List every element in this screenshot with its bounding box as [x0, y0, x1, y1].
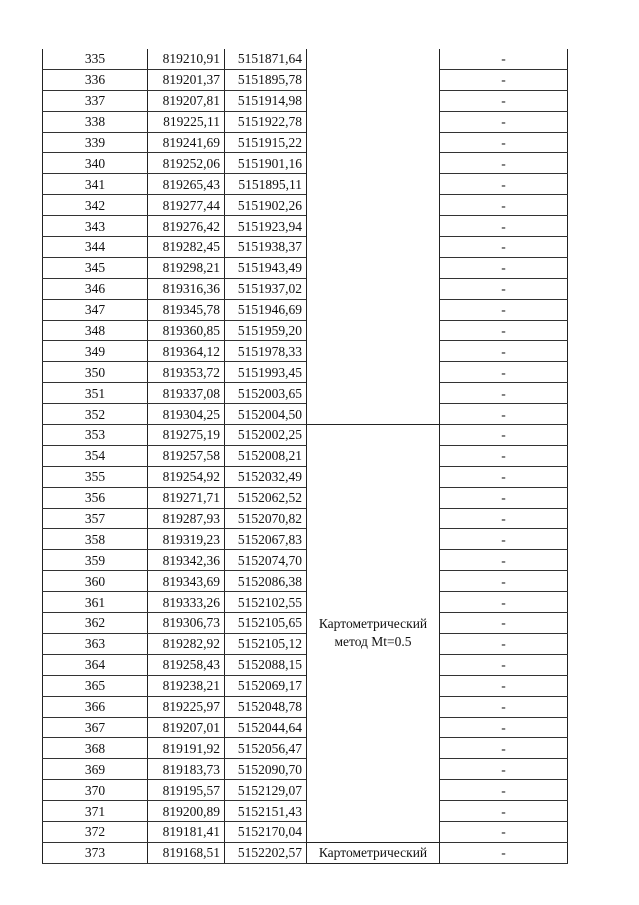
cell-x: 819258,43 — [148, 654, 225, 675]
cell-num: 342 — [43, 195, 148, 216]
cell-x: 819183,73 — [148, 759, 225, 780]
cell-num: 348 — [43, 320, 148, 341]
cell-y: 5151895,78 — [225, 69, 307, 90]
cell-y: 5151946,69 — [225, 299, 307, 320]
cell-num: 358 — [43, 529, 148, 550]
table-row — [43, 362, 568, 383]
table-row — [43, 508, 568, 529]
cell-note: - — [440, 445, 568, 466]
cell-y: 5152002,25 — [225, 425, 307, 446]
coordinates-table — [42, 49, 568, 864]
cell-x: 819207,81 — [148, 90, 225, 111]
cell-x: 819238,21 — [148, 675, 225, 696]
table-row — [43, 404, 568, 425]
cell-num: 340 — [43, 153, 148, 174]
table-row — [43, 69, 568, 90]
cell-note: - — [440, 592, 568, 613]
cell-y: 5152032,49 — [225, 466, 307, 487]
table-row — [43, 90, 568, 111]
cell-x: 819298,21 — [148, 257, 225, 278]
table-row — [43, 529, 568, 550]
cell-num: 360 — [43, 571, 148, 592]
cell-num: 356 — [43, 487, 148, 508]
table-row — [43, 299, 568, 320]
cell-x: 819345,78 — [148, 299, 225, 320]
cell-num: 372 — [43, 821, 148, 842]
cell-x: 819282,45 — [148, 237, 225, 258]
cell-x: 819254,92 — [148, 466, 225, 487]
cell-num: 365 — [43, 675, 148, 696]
cell-note: - — [440, 174, 568, 195]
table-row — [43, 257, 568, 278]
cell-y: 5151937,02 — [225, 278, 307, 299]
cell-x: 819200,89 — [148, 801, 225, 822]
cell-num: 343 — [43, 216, 148, 237]
table-row — [43, 341, 568, 362]
cell-note: - — [440, 90, 568, 111]
cell-note: - — [440, 821, 568, 842]
cell-x: 819337,08 — [148, 383, 225, 404]
table-row — [43, 383, 568, 404]
cell-num: 350 — [43, 362, 148, 383]
cell-note: - — [440, 654, 568, 675]
cell-note: - — [440, 195, 568, 216]
cell-y: 5151993,45 — [225, 362, 307, 383]
cell-y: 5151895,11 — [225, 174, 307, 195]
cell-num: 336 — [43, 69, 148, 90]
cell-x: 819333,26 — [148, 592, 225, 613]
table-row — [43, 696, 568, 717]
cell-note: - — [440, 675, 568, 696]
cell-note: - — [440, 362, 568, 383]
cell-x: 819191,92 — [148, 738, 225, 759]
cell-num: 337 — [43, 90, 148, 111]
table-row — [43, 153, 568, 174]
cell-y: 5152070,82 — [225, 508, 307, 529]
cell-x: 819319,23 — [148, 529, 225, 550]
cell-x: 819343,69 — [148, 571, 225, 592]
cell-note: - — [440, 216, 568, 237]
cell-note: - — [440, 550, 568, 571]
cell-note: - — [440, 237, 568, 258]
cell-note: - — [440, 299, 568, 320]
cell-x: 819364,12 — [148, 341, 225, 362]
cell-num: 351 — [43, 383, 148, 404]
cell-note: - — [440, 466, 568, 487]
cell-x: 819316,36 — [148, 278, 225, 299]
cell-y: 5152048,78 — [225, 696, 307, 717]
cell-y: 5151978,33 — [225, 341, 307, 362]
cell-y: 5151914,98 — [225, 90, 307, 111]
cell-x: 819287,93 — [148, 508, 225, 529]
table-row — [43, 320, 568, 341]
cell-num: 366 — [43, 696, 148, 717]
cell-note: - — [440, 425, 568, 446]
cell-x: 819201,37 — [148, 69, 225, 90]
table-row — [43, 717, 568, 738]
cell-y: 5152008,21 — [225, 445, 307, 466]
cell-num: 349 — [43, 341, 148, 362]
cell-num: 373 — [43, 842, 148, 863]
cell-y: 5152004,50 — [225, 404, 307, 425]
cell-note: - — [440, 320, 568, 341]
table-row — [43, 654, 568, 675]
cell-y: 5152056,47 — [225, 738, 307, 759]
cell-x: 819252,06 — [148, 153, 225, 174]
cell-note: - — [440, 257, 568, 278]
table-row — [43, 759, 568, 780]
cell-x: 819207,01 — [148, 717, 225, 738]
cell-note: - — [440, 132, 568, 153]
cell-x: 819282,92 — [148, 633, 225, 654]
cell-note: - — [440, 529, 568, 550]
cell-x: 819360,85 — [148, 320, 225, 341]
cell-num: 345 — [43, 257, 148, 278]
cell-num: 346 — [43, 278, 148, 299]
cell-num: 368 — [43, 738, 148, 759]
cell-x: 819168,51 — [148, 842, 225, 863]
cell-num: 357 — [43, 508, 148, 529]
cell-y: 5152105,12 — [225, 633, 307, 654]
table-row — [43, 445, 568, 466]
cell-x: 819271,71 — [148, 487, 225, 508]
cell-num: 335 — [43, 49, 148, 69]
cell-note: - — [440, 487, 568, 508]
cell-num: 338 — [43, 111, 148, 132]
cell-y: 5152129,07 — [225, 780, 307, 801]
cell-x: 819275,19 — [148, 425, 225, 446]
cell-note: - — [440, 153, 568, 174]
cell-num: 352 — [43, 404, 148, 425]
cell-note: - — [440, 404, 568, 425]
table-row — [43, 613, 568, 634]
cell-num: 363 — [43, 633, 148, 654]
coordinates-table-body — [43, 49, 568, 863]
cell-note: - — [440, 383, 568, 404]
cell-y: 5152086,38 — [225, 571, 307, 592]
cell-num: 370 — [43, 780, 148, 801]
cell-note: - — [440, 111, 568, 132]
cell-y: 5152044,64 — [225, 717, 307, 738]
cell-note: - — [440, 780, 568, 801]
cell-x: 819276,42 — [148, 216, 225, 237]
cell-note: - — [440, 633, 568, 654]
cell-y: 5151959,20 — [225, 320, 307, 341]
cell-note: - — [440, 842, 568, 863]
cell-y: 5151938,37 — [225, 237, 307, 258]
table-row — [43, 738, 568, 759]
cell-note: - — [440, 571, 568, 592]
cell-x: 819306,73 — [148, 613, 225, 634]
cell-y: 5152151,43 — [225, 801, 307, 822]
table-row — [43, 821, 568, 842]
cell-y: 5151923,94 — [225, 216, 307, 237]
method-text: Картометрический — [318, 844, 428, 860]
cell-y: 5152102,55 — [225, 592, 307, 613]
cell-y: 5151902,26 — [225, 195, 307, 216]
table-row — [43, 592, 568, 613]
table-row — [43, 633, 568, 654]
table-row — [43, 842, 568, 863]
cell-num: 367 — [43, 717, 148, 738]
table-row — [43, 801, 568, 822]
cell-num: 355 — [43, 466, 148, 487]
cell-y: 5152170,04 — [225, 821, 307, 842]
cell-y: 5152074,70 — [225, 550, 307, 571]
method-cell — [307, 842, 440, 863]
cell-y: 5151901,16 — [225, 153, 307, 174]
table-row — [43, 425, 568, 446]
cell-y: 5152202,57 — [225, 842, 307, 863]
table-row — [43, 780, 568, 801]
cell-y: 5151943,49 — [225, 257, 307, 278]
cell-note: - — [440, 759, 568, 780]
cell-num: 353 — [43, 425, 148, 446]
table-row — [43, 571, 568, 592]
cell-note: - — [440, 613, 568, 634]
cell-x: 819265,43 — [148, 174, 225, 195]
cell-note: - — [440, 49, 568, 69]
cell-num: 339 — [43, 132, 148, 153]
cell-y: 5151915,22 — [225, 132, 307, 153]
method-cell — [307, 425, 440, 843]
cell-num: 347 — [43, 299, 148, 320]
cell-note: - — [440, 717, 568, 738]
table-row — [43, 466, 568, 487]
cell-num: 364 — [43, 654, 148, 675]
table-row — [43, 111, 568, 132]
table-row — [43, 216, 568, 237]
cell-x: 819210,91 — [148, 49, 225, 69]
cell-num: 344 — [43, 237, 148, 258]
cell-note: - — [440, 69, 568, 90]
table-row — [43, 237, 568, 258]
cell-note: - — [440, 508, 568, 529]
cell-note: - — [440, 696, 568, 717]
method-cell — [307, 49, 440, 425]
cell-note: - — [440, 341, 568, 362]
cell-x: 819342,36 — [148, 550, 225, 571]
cell-x: 819181,41 — [148, 821, 225, 842]
cell-y: 5152069,17 — [225, 675, 307, 696]
cell-x: 819277,44 — [148, 195, 225, 216]
method-text: метод Mt=0.5 — [334, 634, 412, 650]
table-row — [43, 49, 568, 69]
cell-y: 5151922,78 — [225, 111, 307, 132]
cell-x: 819304,25 — [148, 404, 225, 425]
cell-x: 819257,58 — [148, 445, 225, 466]
cell-y: 5152088,15 — [225, 654, 307, 675]
cell-num: 359 — [43, 550, 148, 571]
cell-x: 819225,11 — [148, 111, 225, 132]
cell-x: 819225,97 — [148, 696, 225, 717]
cell-num: 362 — [43, 613, 148, 634]
cell-y: 5152090,70 — [225, 759, 307, 780]
table-row — [43, 675, 568, 696]
cell-y: 5151871,64 — [225, 49, 307, 69]
method-text: Картометрический — [318, 616, 428, 632]
cell-y: 5152105,65 — [225, 613, 307, 634]
cell-y: 5152003,65 — [225, 383, 307, 404]
cell-x: 819241,69 — [148, 132, 225, 153]
cell-y: 5152067,83 — [225, 529, 307, 550]
table-row — [43, 132, 568, 153]
cell-num: 341 — [43, 174, 148, 195]
table-row — [43, 550, 568, 571]
cell-num: 361 — [43, 592, 148, 613]
cell-num: 369 — [43, 759, 148, 780]
table-row — [43, 487, 568, 508]
cell-num: 371 — [43, 801, 148, 822]
table-row — [43, 195, 568, 216]
cell-x: 819195,57 — [148, 780, 225, 801]
cell-y: 5152062,52 — [225, 487, 307, 508]
cell-note: - — [440, 801, 568, 822]
table-row — [43, 278, 568, 299]
table-row — [43, 174, 568, 195]
cell-note: - — [440, 738, 568, 759]
cell-note: - — [440, 278, 568, 299]
cell-x: 819353,72 — [148, 362, 225, 383]
cell-num: 354 — [43, 445, 148, 466]
